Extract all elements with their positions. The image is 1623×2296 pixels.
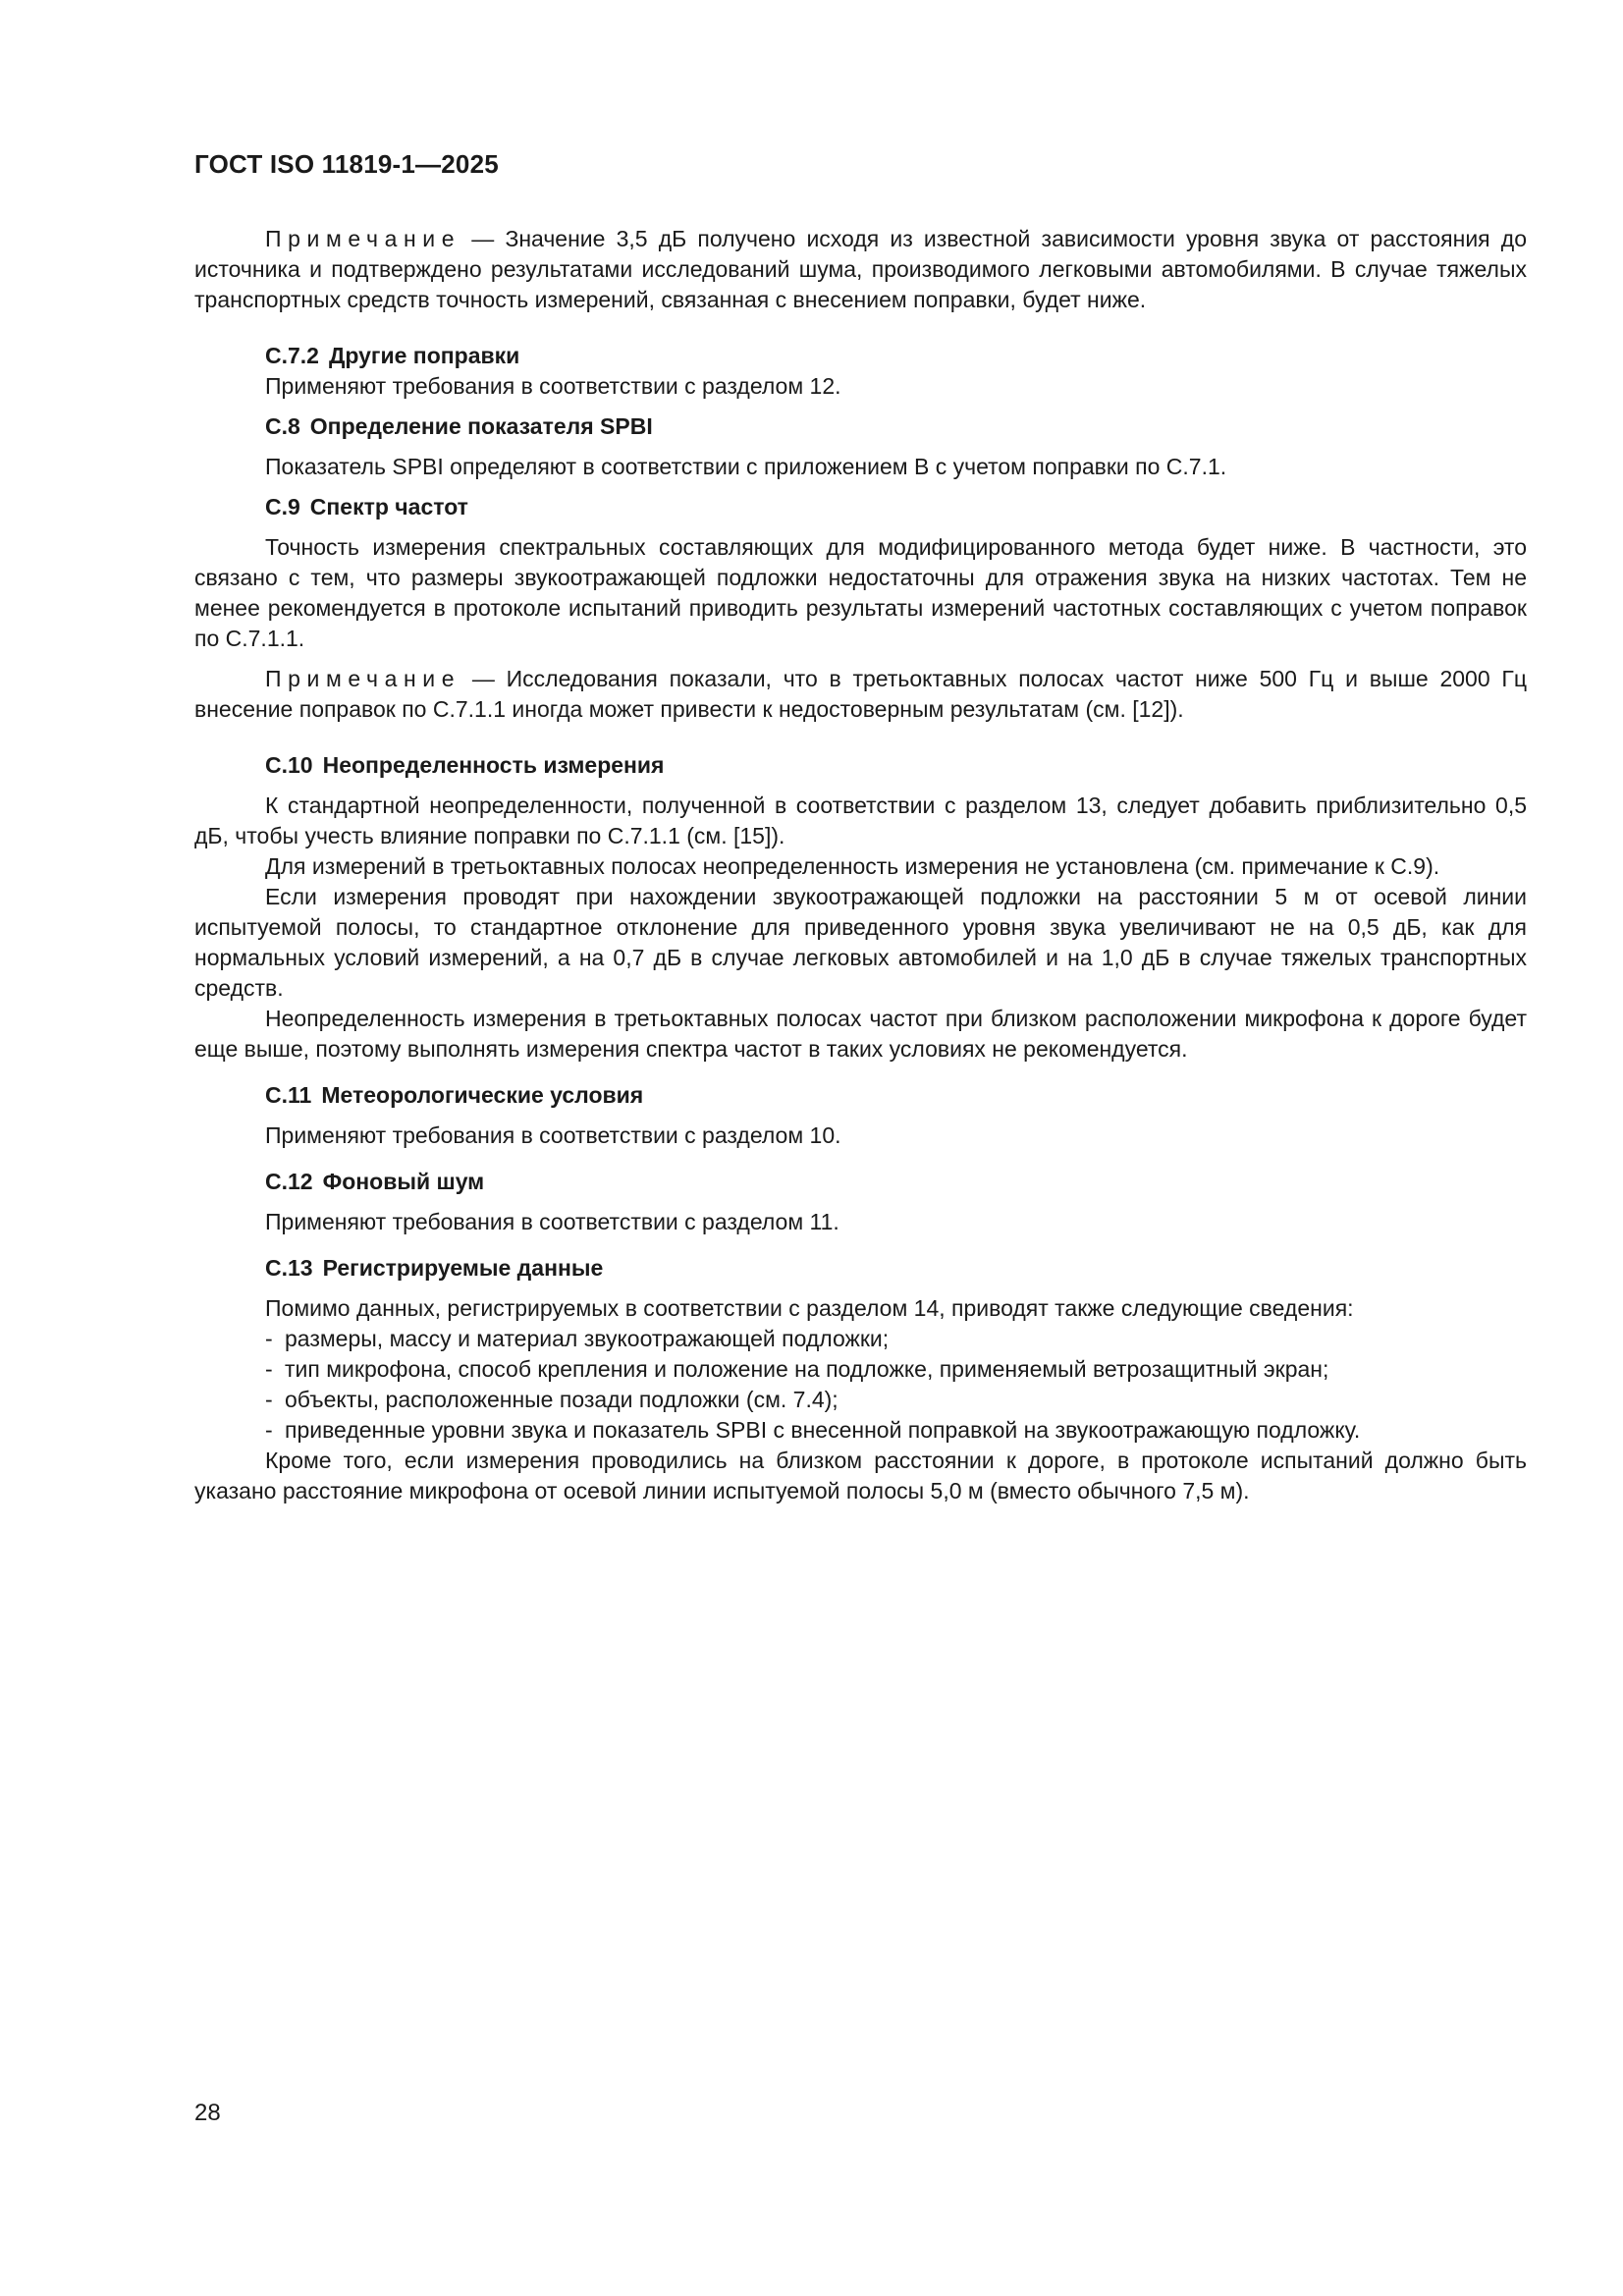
section-title: Определение показателя SPBI <box>309 413 653 439</box>
section-body: Применяют требования в соответствии с разделом 10. <box>265 1122 841 1148</box>
section-paragraph: Для измерений в третьоктавных полосах неопределенность измерения не установлена (см. примечание к С.9). <box>265 853 1440 879</box>
list-dash: - <box>265 1326 273 1351</box>
section-paragraph: К стандартной неопределенности, полученной в соответствии с разделом 13, следует добавить приблизительно 0,5 дБ, чтобы учесть влияние поправки по С.7.1.1 (см. [15]). <box>194 793 1527 848</box>
section-title: Фоновый шум <box>322 1169 485 1194</box>
list-dash: - <box>265 1387 273 1412</box>
list-item-text: приведенные уровни звука и показатель SPBI с внесенной поправкой на звукоотражающую подложку. <box>285 1417 1361 1443</box>
section-outro: Кроме того, если измерения проводились на близком расстоянии к дороге, в протоколе испытаний должно быть указано расстояние микрофона от осевой линии испытуемой полосы 5,0 м (вместо обычного 7,5 м). <box>194 1448 1527 1503</box>
note-text: — Исследования показали, что в третьоктавных полосах частот ниже 500 Гц и выше 2000 Гц внесение поправок по С.7.1.1 иногда может привести к недостоверным результатам (см. [12]). <box>194 666 1527 722</box>
section-number: С.9 <box>265 494 300 519</box>
section-title: Регистрируемые данные <box>322 1255 604 1281</box>
section-number: С.8 <box>265 413 300 439</box>
section-number: С.11 <box>265 1082 312 1108</box>
section-heading-c10 <box>194 750 1527 781</box>
section-heading-c11 <box>194 1080 1527 1111</box>
section-title: Неопределенность измерения <box>322 752 665 778</box>
list-dash: - <box>265 1356 273 1382</box>
section-body: Применяют требования в соответствии с разделом 12. <box>265 373 841 399</box>
note-paragraph <box>194 224 1527 315</box>
section-heading-c7-2 <box>194 341 1527 371</box>
note-label: Примечание <box>265 666 461 691</box>
list-item <box>194 1324 1527 1354</box>
section-title: Другие поправки <box>328 343 520 368</box>
section-body: Показатель SPBI определяют в соответствии с приложением В с учетом поправки по С.7.1. <box>265 454 1227 479</box>
list-item <box>194 1354 1527 1385</box>
section-title: Метеорологические условия <box>321 1082 644 1108</box>
section-number: С.13 <box>265 1255 313 1281</box>
page-number: 28 <box>194 2100 221 2126</box>
section-number: С.12 <box>265 1169 313 1194</box>
list-item-text: размеры, массу и материал звукоотражающей подложки; <box>285 1326 890 1351</box>
document-header: ГОСТ ISO 11819-1—2025 <box>194 149 499 179</box>
section-heading-c12 <box>194 1167 1527 1197</box>
section-heading-c13 <box>194 1253 1527 1284</box>
section-number: С.7.2 <box>265 343 319 368</box>
list-item <box>194 1415 1527 1446</box>
note-paragraph <box>194 664 1527 725</box>
section-number: С.10 <box>265 752 313 778</box>
note-label: Примечание <box>265 226 461 251</box>
list-dash: - <box>265 1417 273 1443</box>
list-item-text: тип микрофона, способ крепления и положение на подложке, применяемый ветрозащитный экран; <box>285 1356 1329 1382</box>
section-title: Спектр частот <box>309 494 468 519</box>
section-paragraph: Если измерения проводят при нахождении звукоотражающей подложки на расстоянии 5 м от осевой линии испытуемой полосы, то стандартное отклонение для приведенного уровня звука увеличивают не на 0,5 дБ, как для нормальных условий измерений, а на 0,7 дБ в случае легковых автомобилей и на 1,0 дБ в случае тяжелых транспортных средств. <box>194 884 1527 1001</box>
note-text: — Значение 3,5 дБ получено исходя из известной зависимости уровня звука от расстояния до источника и подтверждено результатами исследований шума, производимого легковыми автомобилями. В случае тяжелых транспортных средств точность измерений, связанная с внесением поправки, будет ниже. <box>194 226 1527 312</box>
list-item <box>194 1385 1527 1415</box>
section-intro: Помимо данных, регистрируемых в соответствии с разделом 14, приводят также следующие сведения: <box>265 1295 1354 1321</box>
list-item-text: объекты, расположенные позади подложки (см. 7.4); <box>285 1387 839 1412</box>
page-content <box>194 224 1527 1506</box>
section-heading-c9 <box>194 492 1527 522</box>
section-body: Точность измерения спектральных составляющих для модифицированного метода будет ниже. В частности, это связано с тем, что размеры звукоотражающей подложки недостаточны для отражения звука на низких частотах. Тем не менее рекомендуется в протоколе испытаний приводить результаты измерений частотных составляющих с учетом поправок по С.7.1.1. <box>194 534 1527 651</box>
section-heading-c8 <box>194 411 1527 442</box>
section-paragraph: Неопределенность измерения в третьоктавных полосах частот при близком расположении микрофона к дороге будет еще выше, поэтому выполнять измерения спектра частот в таких условиях не рекомендуется. <box>194 1006 1527 1062</box>
section-body: Применяют требования в соответствии с разделом 11. <box>265 1209 839 1234</box>
